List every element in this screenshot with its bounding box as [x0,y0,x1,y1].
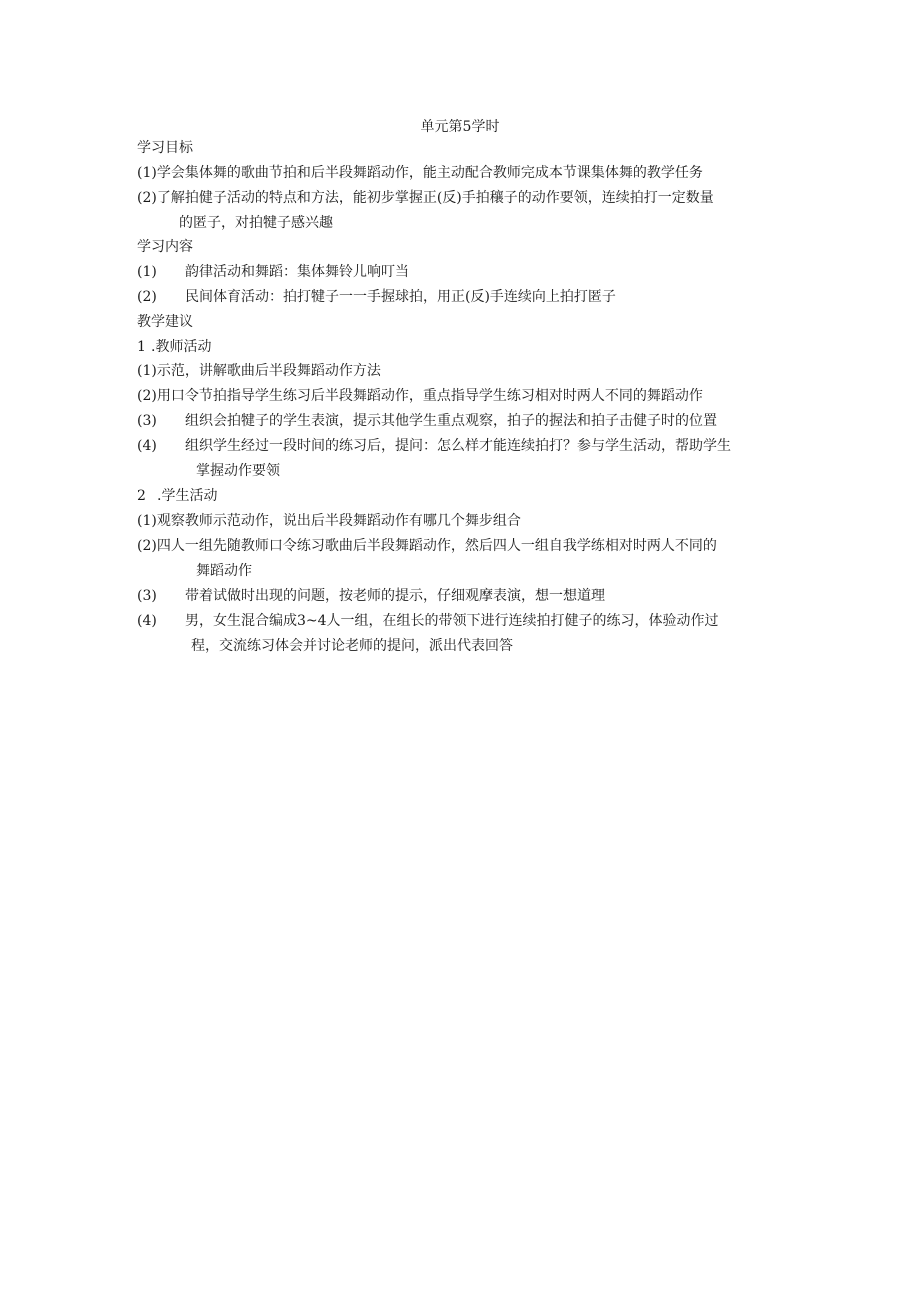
teacher-item-3 [137,412,787,430]
teacher-item-3-number: (3) [137,413,157,429]
student-item-4 [137,612,787,630]
student-item-2: (2)四人一组先随教师口令练习歌曲后半段舞蹈动作，然后四人一组自我学练相对时两人不同的 [137,538,717,554]
student-item-4-continued: 程，交流练习体会并讨论老师的提问，派出代表回答 [191,638,513,654]
content-heading: 学习内容 [137,239,193,255]
teacher-item-1: (1)示范，讲解歌曲后半段舞蹈动作方法 [137,363,381,379]
objective-item-1: (1)学会集体舞的歌曲节拍和后半段舞蹈动作，能主动配合教师完成本节课集体舞的教学任务 [137,165,703,181]
content-item-1 [137,263,787,281]
student-item-4-text: 男，女生混合编成3~4人一组，在组长的带领下进行连续拍打健子的练习，体验动作过 [185,613,719,629]
student-item-3-number: (3) [137,588,157,604]
student-activity-heading [137,487,337,505]
teacher-item-2: (2)用口令节拍指导学生练习后半段舞蹈动作，重点指导学生练习相对时两人不同的舞蹈动作 [137,388,703,404]
teacher-item-4-number: (4) [137,438,157,454]
document-title: 单元第5学时 [420,119,500,135]
content-item-1-text: 韵律活动和舞蹈：集体舞铃儿响叮当 [185,264,409,280]
student-item-2-continued: 舞蹈动作 [196,563,252,579]
student-item-4-number: (4) [137,613,157,629]
student-item-3 [137,587,787,605]
suggestions-heading: 教学建议 [137,314,193,330]
objective-item-2: (2)了解拍健子活动的特点和方法，能初步掌握正(反)手拍穰子的动作要领，连续拍打一定数量 [137,190,714,206]
student-item-1: (1)观察教师示范动作，说出后半段舞蹈动作有哪几个舞步组合 [137,513,521,529]
content-item-2-text: 民间体育活动：拍打犍子一一手握球拍，用正(反)手连续向上拍打匿子 [185,289,616,305]
teacher-item-3-text: 组织会拍犍子的学生表演，提示其他学生重点观察，拍子的握法和拍子击健子时的位置 [185,413,717,429]
content-item-2-number: (2) [137,289,157,305]
student-heading-text: .学生活动 [157,488,218,504]
content-item-1-number: (1) [137,264,157,280]
content-item-2 [137,288,787,306]
student-heading-number: 2 [137,488,146,504]
teacher-heading-number: 1 [137,339,146,355]
teacher-heading-text: .教师活动 [151,339,212,355]
objectives-heading: 学习目标 [137,140,193,156]
student-item-3-text: 带着试做时出现的问题，按老师的提示，仔细观摩表演，想一想道理 [185,588,605,604]
teacher-activity-heading [137,338,337,356]
teacher-item-4 [137,437,787,455]
objective-item-2-continued: 的匿子，对拍犍子感兴趣 [179,215,333,231]
teacher-item-4-continued: 掌握动作要领 [196,463,280,479]
teacher-item-4-text: 组织学生经过一段时间的练习后，提问：怎么样才能连续拍打？参与学生活动，帮助学生 [185,438,731,454]
